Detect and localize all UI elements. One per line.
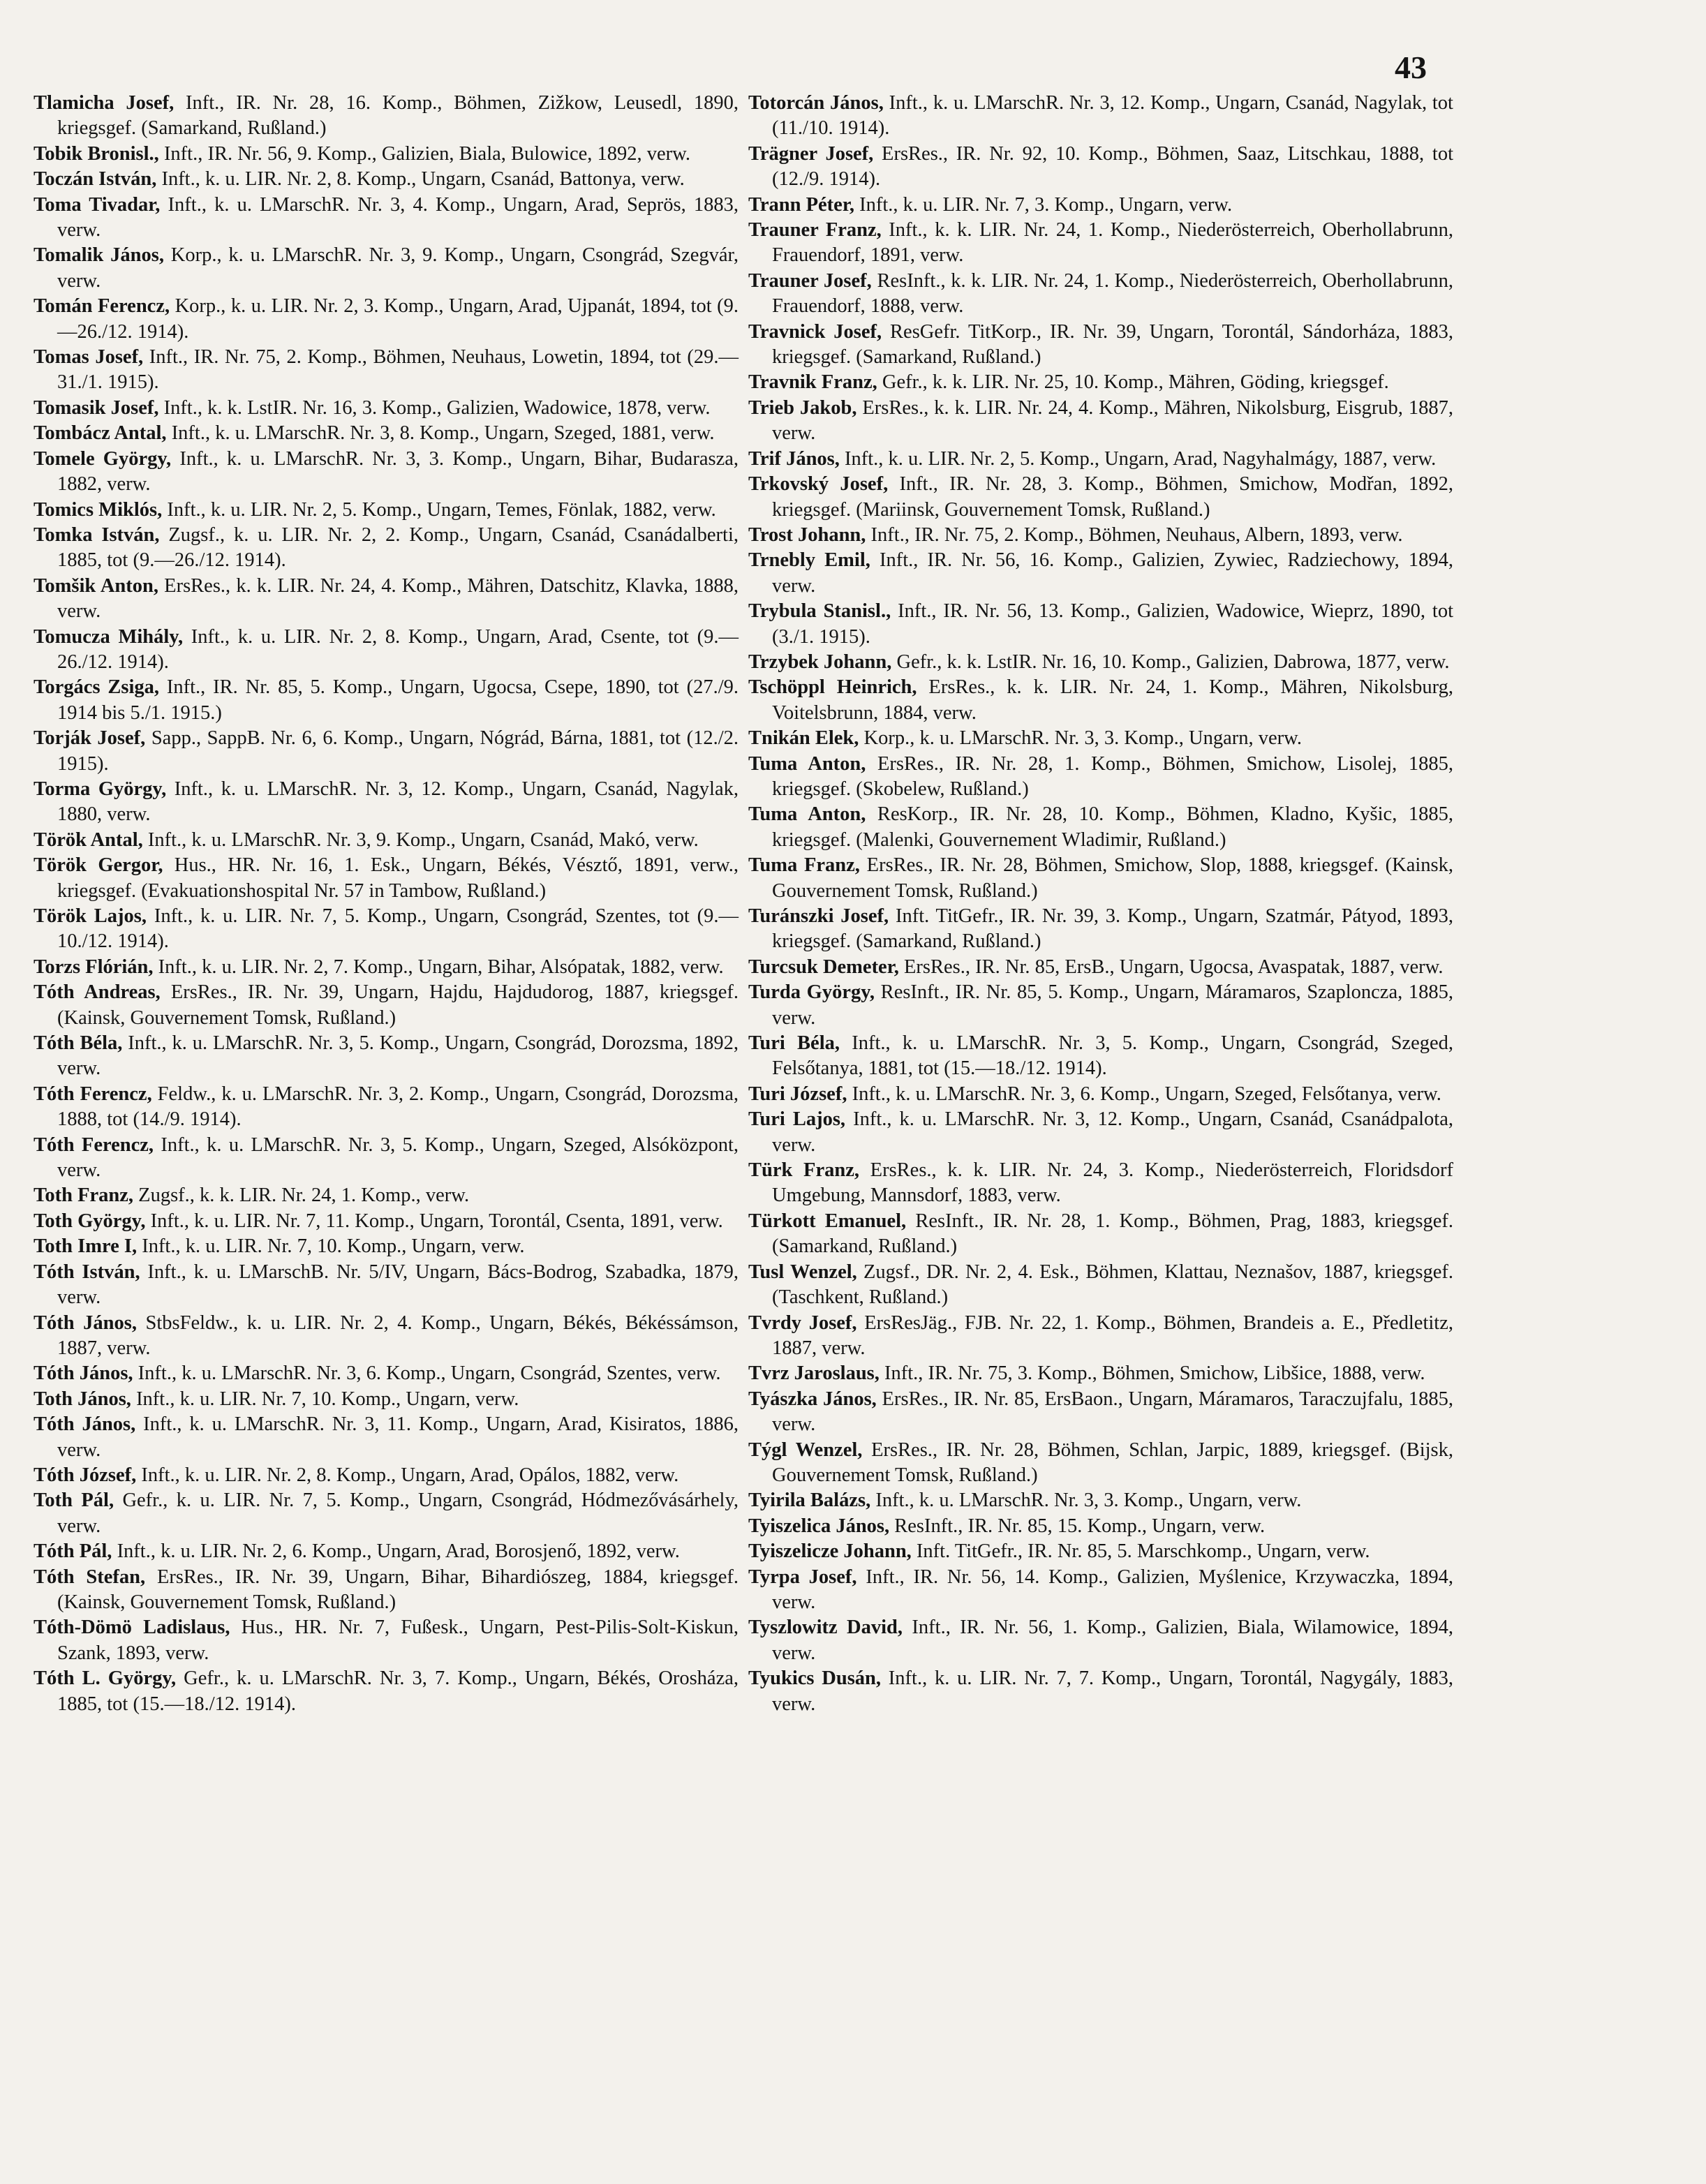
- list-entry: [34, 1260, 739, 1311]
- entry-details: Inft., k. u. LIR. Nr. 2, 8. Komp., Ungarn, Arad, Csente, tot (9.—26./12. 1914).: [57, 625, 739, 673]
- entry-details: Inft., k. k. LstIR. Nr. 16, 3. Komp., Galizien, Wadowice, 1878, verw.: [158, 396, 711, 419]
- list-entry: [34, 498, 739, 523]
- entry-name: Tombácz Antal,: [34, 422, 167, 445]
- list-entry: [34, 1387, 739, 1412]
- entry-name: Tóth Andreas,: [34, 981, 161, 1004]
- entry-details: Inft., k. u. LMarschR. Nr. 3, 12. Komp., Ungarn, Csanád, Nagylak, 1880, verw.: [57, 778, 739, 826]
- entry-name: Travnik Franz,: [748, 371, 877, 394]
- entry-name: Tyszlowitz David,: [748, 1617, 903, 1639]
- list-entry: [748, 218, 1453, 269]
- entry-details: Inft., k. u. LIR. Nr. 7, 3. Komp., Ungarn, verw.: [854, 193, 1233, 216]
- entry-details: ErsRes., k. k. LIR. Nr. 24, 4. Komp., Mähren, Nikolsburg, Eisgrub, 1887, verw.: [772, 396, 1453, 445]
- entry-details: Inft., k. u. LMarschR. Nr. 3, 6. Komp., Ungarn, Szeged, Felsőtanya, verw.: [847, 1083, 1441, 1105]
- entry-name: Turcsuk Demeter,: [748, 956, 899, 978]
- list-entry: [34, 1539, 739, 1564]
- list-entry: [34, 726, 739, 777]
- list-entry: [748, 955, 1453, 980]
- entry-name: Tomán Ferencz,: [34, 295, 170, 318]
- list-entry: [34, 625, 739, 676]
- entry-details: Inft., k. u. LIR. Nr. 7, 10. Komp., Ungarn, verw.: [137, 1235, 525, 1258]
- entry-name: Török Antal,: [34, 829, 143, 851]
- entry-details: Zugsf., k. k. LIR. Nr. 24, 1. Komp., verw.: [133, 1184, 470, 1207]
- entry-name: Torzs Flórián,: [34, 956, 154, 978]
- list-entry: [34, 1615, 739, 1666]
- entry-name: Toth Franz,: [34, 1184, 134, 1207]
- list-entry: [34, 1311, 739, 1362]
- list-entry: [748, 1539, 1453, 1564]
- entry-name: Tlamicha Josef,: [34, 92, 175, 114]
- entry-name: Tobik Bronisl.,: [34, 142, 159, 165]
- list-entry: [748, 853, 1453, 904]
- entry-details: Inft., k. u. LMarschR. Nr. 3, 5. Komp., Ungarn, Csongrád, Szeged, Felsőtanya, 1881, tot (15.—18./12. 1914).: [772, 1032, 1453, 1080]
- entry-name: Turi Lajos,: [748, 1108, 846, 1131]
- entry-details: Inft., k. u. LMarschR. Nr. 3, 4. Komp., Ungarn, Arad, Seprös, 1883, verw.: [57, 193, 739, 242]
- list-entry: [748, 1082, 1453, 1107]
- entry-name: Tyrpa Josef,: [748, 1566, 857, 1588]
- list-entry: [34, 193, 739, 244]
- list-entry: [748, 269, 1453, 320]
- list-entry: [34, 345, 739, 396]
- list-entry: [748, 726, 1453, 751]
- list-entry: [34, 1565, 739, 1616]
- list-entry: [748, 370, 1453, 395]
- entry-name: Török Gergor,: [34, 854, 163, 877]
- entry-name: Tuma Anton,: [748, 803, 866, 826]
- entry-details: Inft., k. u. LMarschR. Nr. 3, 3. Komp., Ungarn, Bihar, Budarasza, 1882, verw.: [57, 447, 739, 496]
- entry-name: Trost Johann,: [748, 523, 866, 546]
- list-entry: [748, 523, 1453, 548]
- entry-name: Toczán István,: [34, 168, 157, 191]
- entry-details: ErsRes., IR. Nr. 39, Ungarn, Bihar, Bihardiószeg, 1884, kriegsgef. (Kainsk, Gouvernement Tomsk, Rußland.): [57, 1566, 739, 1613]
- list-entry: [748, 1387, 1453, 1438]
- list-entry: [34, 1209, 739, 1234]
- entry-name: Trzybek Johann,: [748, 651, 892, 673]
- entry-name: Trauner Franz,: [748, 219, 882, 242]
- entry-name: Türk Franz,: [748, 1159, 859, 1182]
- entry-details: ResInft., IR. Nr. 85, 15. Komp., Ungarn, verw.: [889, 1515, 1266, 1537]
- list-entry: [748, 1666, 1453, 1717]
- entry-name: Torgács Zsiga,: [34, 676, 160, 699]
- entry-details: Inft., k. u. LIR. Nr. 2, 8. Komp., Ungarn, Arad, Opálos, 1882, verw.: [136, 1464, 679, 1486]
- entry-name: Tyukics Dusán,: [748, 1667, 882, 1690]
- entry-details: Hus., HR. Nr. 7, Fußesk., Ungarn, Pest-Pilis-Solt-Kiskun, Szank, 1893, verw.: [57, 1617, 739, 1664]
- entry-details: Inft., k. u. LIR. Nr. 7, 5. Komp., Ungarn, Csongrád, Szentes, tot (9.—10./12. 1914).: [57, 905, 739, 953]
- entry-details: ErsResJäg., FJB. Nr. 22, 1. Komp., Böhmen, Brandeis a. E., Předletitz, 1887, verw.: [772, 1312, 1453, 1359]
- list-entry: [748, 650, 1453, 675]
- list-entry: [34, 396, 739, 421]
- entry-details: ErsRes., IR. Nr. 39, Ungarn, Hajdu, Hajdudorog, 1887, kriegsgef. (Kainsk, Gouvernement Tomsk, Rußland.): [57, 981, 739, 1029]
- entry-name: Tvrdy Josef,: [748, 1312, 857, 1334]
- list-entry: [34, 142, 739, 167]
- list-entry: [748, 752, 1453, 803]
- entry-details: ResGefr. TitKorp., IR. Nr. 39, Ungarn, Torontál, Sándorháza, 1883, kriegsgef. (Samarkand, Rußland.): [772, 320, 1454, 369]
- entry-details: StbsFeldw., k. u. LIR. Nr. 2, 4. Komp., Ungarn, Békés, Békéssámson, 1887, verw.: [57, 1312, 739, 1359]
- right-column: [748, 91, 1453, 1717]
- entry-details: Sapp., SappB. Nr. 6, 6. Komp., Ungarn, Nógrád, Bárna, 1881, tot (12./2. 1915).: [57, 727, 739, 775]
- list-entry: [748, 1158, 1453, 1209]
- entry-details: ResInft., k. k. LIR. Nr. 24, 1. Komp., Niederösterreich, Oberhollabrunn, Frauendorf, 1888, verw.: [772, 269, 1454, 318]
- entry-name: Tóth Ferencz,: [34, 1083, 152, 1105]
- entry-name: Toth János,: [34, 1388, 131, 1410]
- list-entry: [34, 1133, 739, 1184]
- list-entry: [748, 447, 1453, 472]
- entry-details: Inft., IR. Nr. 75, 2. Komp., Böhmen, Neuhaus, Lowetin, 1894, tot (29.—31./1. 1915).: [57, 346, 739, 394]
- list-entry: [34, 1234, 739, 1259]
- list-entry: [34, 980, 739, 1031]
- entry-details: Inft., IR. Nr. 56, 9. Komp., Galizien, Biala, Bulowice, 1892, verw.: [158, 142, 690, 165]
- entry-details: Gefr., k. k. LstIR. Nr. 16, 10. Komp., Galizien, Dabrowa, 1877, verw.: [891, 651, 1450, 673]
- entry-details: ErsRes., k. k. LIR. Nr. 24, 3. Komp., Niederösterreich, Floridsdorf Umgebung, Mannsdorf, 1883, verw.: [772, 1159, 1453, 1207]
- entry-name: Tóth József,: [34, 1464, 137, 1486]
- list-entry: [748, 91, 1453, 142]
- entry-details: Inft., k. u. LMarschR. Nr. 3, 8. Komp., Ungarn, Szeged, 1881, verw.: [166, 422, 715, 445]
- list-entry: [34, 1488, 739, 1539]
- entry-name: Tomšik Anton,: [34, 574, 158, 597]
- entry-name: Tvrz Jaroslaus,: [748, 1362, 880, 1385]
- list-entry: [748, 1615, 1453, 1666]
- entry-details: Inft., k. u. LMarschR. Nr. 3, 3. Komp., Ungarn, verw.: [870, 1490, 1302, 1512]
- entry-name: Tnikán Elek,: [748, 727, 859, 750]
- entry-details: Inft., IR. Nr. 56, 16. Komp., Galizien, Zywiec, Radziechowy, 1894, verw.: [772, 549, 1453, 597]
- entry-name: Tusl Wenzel,: [748, 1261, 857, 1283]
- list-entry: [34, 294, 739, 345]
- entry-name: Tomalik János,: [34, 244, 164, 267]
- list-entry: [34, 777, 739, 828]
- list-entry: [34, 853, 739, 904]
- entry-details: Inft., k. u. LIR. Nr. 2, 8. Komp., Ungarn, Csanád, Battonya, verw.: [156, 168, 685, 191]
- entry-details: ErsRes., IR. Nr. 92, 10. Komp., Böhmen, Saaz, Litschkau, 1888, tot (12./9. 1914).: [772, 142, 1453, 191]
- entry-name: Trif János,: [748, 447, 840, 470]
- list-entry: [748, 472, 1453, 523]
- entry-details: ErsRes., IR. Nr. 28, Böhmen, Smichow, Slop, 1888, kriegsgef. (Kainsk, Gouvernement Tomsk, Rußland.): [772, 854, 1453, 902]
- entry-details: Gefr., k. k. LIR. Nr. 25, 10. Komp., Mähren, Göding, kriegsgef.: [877, 371, 1389, 394]
- entry-details: Inft. TitGefr., IR. Nr. 39, 3. Komp., Ungarn, Szatmár, Pátyod, 1893, kriegsgef. (Samarkand, Rußland.): [772, 905, 1453, 953]
- entry-details: ErsRes., k. k. LIR. Nr. 24, 1. Komp., Mähren, Nikolsburg, Voitelsbrunn, 1884, verw.: [772, 676, 1453, 724]
- entry-details: Inft., IR. Nr. 56, 14. Komp., Galizien, Myślenice, Krzywaczka, 1894, verw.: [772, 1566, 1453, 1613]
- entry-details: Inft., IR. Nr. 28, 16. Komp., Böhmen, Zižkow, Leusedl, 1890, kriegsgef. (Samarkand, Rußland.): [57, 92, 739, 140]
- entry-details: Korp., k. u. LMarschR. Nr. 3, 9. Komp., Ungarn, Csongrád, Szegvár, verw.: [57, 244, 739, 292]
- entry-details: Inft., k. u. LIR. Nr. 2, 6. Komp., Ungarn, Arad, Borosjenő, 1892, verw.: [112, 1540, 680, 1563]
- list-entry: [34, 447, 739, 498]
- entry-name: Török Lajos,: [34, 905, 147, 927]
- entry-details: Inft., k. u. LMarschR. Nr. 3, 5. Komp., Ungarn, Csongrád, Dorozsma, 1892, verw.: [57, 1032, 739, 1080]
- list-entry: [748, 320, 1453, 371]
- entry-name: Tóth-Dömö Ladislaus,: [34, 1617, 230, 1639]
- entry-name: Trägner Josef,: [748, 142, 874, 165]
- list-entry: [34, 91, 739, 142]
- entry-details: Korp., k. u. LMarschR. Nr. 3, 3. Komp., Ungarn, verw.: [859, 727, 1302, 750]
- list-entry: [748, 980, 1453, 1031]
- list-entry: [34, 574, 739, 625]
- entry-name: Turi József,: [748, 1083, 847, 1105]
- list-entry: [748, 1565, 1453, 1616]
- entry-details: Inft., k. u. LMarschR. Nr. 3, 12. Komp., Ungarn, Csanád, Csanádpalota, verw.: [772, 1108, 1453, 1156]
- entry-details: Inft., IR. Nr. 85, 5. Komp., Ungarn, Ugocsa, Csepe, 1890, tot (27./9. 1914 bis 5./1. 1915.): [57, 676, 739, 724]
- entry-name: Tomas Josef,: [34, 346, 144, 369]
- entry-name: Trieb Jakob,: [748, 396, 857, 419]
- entry-name: Tóth Pál,: [34, 1540, 112, 1563]
- entry-details: Hus., HR. Nr. 16, 1. Esk., Ungarn, Békés, Vésztő, 1891, verw., kriegsgef. (Evakuationshospital Nr. 57 in Tambow, Rußland.): [57, 854, 739, 902]
- list-entry: [34, 828, 739, 853]
- entry-name: Tóth János,: [34, 1362, 133, 1385]
- list-entry: [748, 1438, 1453, 1489]
- entry-details: Inft., k. u. LIR. Nr. 7, 7. Komp., Ungarn, Torontál, Nagygály, 1883, verw.: [772, 1667, 1453, 1715]
- list-entry: [748, 802, 1453, 853]
- list-entry: [748, 193, 1453, 218]
- list-entry: [748, 599, 1453, 650]
- left-column: [34, 91, 739, 1717]
- entry-name: Trnebly Emil,: [748, 549, 870, 572]
- list-entry: [34, 421, 739, 446]
- list-entry: [748, 1514, 1453, 1539]
- list-entry: [34, 1666, 739, 1717]
- entry-details: Inft., k. u. LMarschR. Nr. 3, 12. Komp., Ungarn, Csanád, Nagylak, tot (11./10. 1914).: [772, 92, 1453, 140]
- list-entry: [34, 1031, 739, 1082]
- entry-details: Inft., k. u. LMarschR. Nr. 3, 6. Komp., Ungarn, Csongrád, Szentes, verw.: [133, 1362, 721, 1385]
- entry-name: Toma Tivadar,: [34, 193, 161, 216]
- list-entry: [748, 1311, 1453, 1362]
- list-entry: [34, 675, 739, 726]
- entry-name: Tuma Anton,: [748, 752, 866, 775]
- entry-name: Trauner Josef,: [748, 269, 872, 292]
- entry-details: ErsRes., k. k. LIR. Nr. 24, 4. Komp., Mähren, Datschitz, Klavka, 1888, verw.: [57, 574, 739, 623]
- entry-details: Inft., IR. Nr. 28, 3. Komp., Böhmen, Smichow, Modřan, 1892, kriegsgef. (Mariinsk, Gouvernement Tomsk, Rußland.): [772, 473, 1453, 521]
- entry-details: Inft., k. u. LMarschB. Nr. 5/IV, Ungarn, Bács-Bodrog, Szabadka, 1879, verw.: [57, 1261, 739, 1309]
- entry-name: Toth Pál,: [34, 1490, 114, 1512]
- entry-name: Tyiszelica János,: [748, 1515, 890, 1537]
- list-entry: [748, 1031, 1453, 1082]
- list-entry: [748, 675, 1453, 726]
- entry-name: Tomasik Josef,: [34, 396, 159, 419]
- entry-details: Inft., k. u. LMarschR. Nr. 3, 11. Komp., Ungarn, Arad, Kisiratos, 1886, verw.: [57, 1413, 739, 1461]
- entry-details: Feldw., k. u. LMarschR. Nr. 3, 2. Komp., Ungarn, Csongrád, Dorozsma, 1888, tot (14./9. 1914).: [57, 1083, 739, 1131]
- entry-name: Turánszki Josef,: [748, 905, 889, 927]
- entry-name: Tyiszelicze Johann,: [748, 1540, 912, 1563]
- entry-name: Tóth János,: [34, 1413, 136, 1436]
- page-number: 43: [1395, 50, 1427, 85]
- list-entry: [34, 1412, 739, 1463]
- list-entry: [34, 1082, 739, 1133]
- list-entry: [34, 523, 739, 574]
- entry-name: Trann Péter,: [748, 193, 854, 216]
- entry-details: Gefr., k. u. LIR. Nr. 7, 5. Komp., Ungarn, Csongrád, Hódmezővásárhely, verw.: [57, 1490, 739, 1537]
- entry-details: Inft., k. u. LIR. Nr. 2, 5. Komp., Ungarn, Arad, Nagyhalmágy, 1887, verw.: [839, 447, 1437, 470]
- entry-details: Inft., IR. Nr. 75, 2. Komp., Böhmen, Neuhaus, Albern, 1893, verw.: [866, 523, 1403, 546]
- entry-details: Inft., IR. Nr. 75, 3. Komp., Böhmen, Smichow, Libšice, 1888, verw.: [879, 1362, 1425, 1385]
- entry-details: ErsRes., IR. Nr. 85, ErsBaon., Ungarn, Máramaros, Taraczujfalu, 1885, verw.: [772, 1388, 1453, 1436]
- entry-details: Inft., k. u. LIR. Nr. 7, 11. Komp., Ungarn, Torontál, Csenta, 1891, verw.: [145, 1210, 723, 1232]
- list-entry: [748, 1209, 1453, 1260]
- entry-details: ErsRes., IR. Nr. 85, ErsB., Ungarn, Ugocsa, Avaspatak, 1887, verw.: [898, 956, 1444, 978]
- entry-name: Toth Imre I,: [34, 1235, 138, 1258]
- entry-name: Tuma Franz,: [748, 854, 860, 877]
- entry-name: Travnick Josef,: [748, 320, 882, 343]
- entry-details: Inft., k. u. LIR. Nr. 2, 5. Komp., Ungarn, Temes, Fönlak, 1882, verw.: [162, 498, 716, 521]
- entry-name: Tóth L. György,: [34, 1667, 177, 1690]
- entry-details: Inft., k. k. LIR. Nr. 24, 1. Komp., Niederösterreich, Oberhollabrunn, Frauendorf, 1891, verw.: [772, 219, 1453, 267]
- entry-name: Torma György,: [34, 778, 167, 800]
- entry-details: Inft., k. u. LMarschR. Nr. 3, 5. Komp., Ungarn, Szeged, Alsóközpont, verw.: [57, 1134, 739, 1182]
- list-entry: [748, 904, 1453, 955]
- entry-name: Tschöppl Heinrich,: [748, 676, 917, 699]
- list-entry: [34, 955, 739, 980]
- entry-name: Trybula Stanisl.,: [748, 600, 891, 623]
- list-entry: [748, 1488, 1453, 1513]
- entry-name: Turda György,: [748, 981, 875, 1004]
- entry-name: Tóth Ferencz,: [34, 1134, 154, 1156]
- entry-details: Inft. TitGefr., IR. Nr. 85, 5. Marschkomp., Ungarn, verw.: [911, 1540, 1370, 1563]
- entry-name: Trkovský Josef,: [748, 473, 889, 496]
- list-entry: [34, 1463, 739, 1488]
- entry-details: Inft., k. u. LIR. Nr. 2, 7. Komp., Ungarn, Bihar, Alsópatak, 1882, verw.: [153, 956, 724, 978]
- entry-name: Tóth Stefan,: [34, 1566, 146, 1588]
- entry-name: Toth György,: [34, 1210, 146, 1232]
- entry-details: Gefr., k. u. LMarschR. Nr. 3, 7. Komp., Ungarn, Békés, Orosháza, 1885, tot (15.—18./12. 1914).: [57, 1667, 739, 1715]
- entry-name: Totorcán János,: [748, 92, 884, 114]
- entry-name: Tomics Miklós,: [34, 498, 163, 521]
- list-entry: [748, 1361, 1453, 1386]
- list-entry: [34, 1361, 739, 1386]
- list-entry: [748, 396, 1453, 447]
- list-entry: [748, 1107, 1453, 1158]
- entry-details: ResKorp., IR. Nr. 28, 10. Komp., Böhmen, Kladno, Kyšic, 1885, kriegsgef. (Malenki, Gouvernement Wladimir, Rußland.): [772, 803, 1453, 851]
- entry-name: Tyászka János,: [748, 1388, 877, 1410]
- entry-name: Tóth István,: [34, 1261, 140, 1283]
- list-entry: [748, 548, 1453, 599]
- entry-name: Tomele György,: [34, 447, 172, 470]
- entry-name: Tomucza Mihály,: [34, 625, 184, 648]
- entry-name: Týgl Wenzel,: [748, 1439, 863, 1461]
- entry-name: Tóth János,: [34, 1312, 137, 1334]
- entry-details: Inft., IR. Nr. 56, 13. Komp., Galizien, Wadowice, Wieprz, 1890, tot (3./1. 1915).: [772, 600, 1453, 648]
- list-entry: [748, 1260, 1453, 1311]
- entry-details: Korp., k. u. LIR. Nr. 2, 3. Komp., Ungarn, Arad, Ujpanát, 1894, tot (9.—26./12. 1914).: [57, 295, 739, 343]
- entry-details: Inft., IR. Nr. 56, 1. Komp., Galizien, Biala, Wilamowice, 1894, verw.: [772, 1617, 1454, 1664]
- entry-details: ErsRes., IR. Nr. 28, Böhmen, Schlan, Jarpic, 1889, kriegsgef. (Bijsk, Gouvernement Tomsk, Rußland.): [772, 1439, 1453, 1486]
- entry-details: Inft., k. u. LIR. Nr. 7, 10. Komp., Ungarn, verw.: [131, 1388, 519, 1410]
- entry-name: Turi Béla,: [748, 1032, 840, 1055]
- entry-details: ResInft., IR. Nr. 85, 5. Komp., Ungarn, Máramaros, Szaploncza, 1885, verw.: [772, 981, 1453, 1029]
- entry-name: Tomka István,: [34, 523, 160, 546]
- entry-details: Inft., k. u. LMarschR. Nr. 3, 9. Komp., Ungarn, Csanád, Makó, verw.: [142, 829, 699, 851]
- entry-details: Zugsf., DR. Nr. 2, 4. Esk., Böhmen, Klattau, Neznašov, 1887, kriegsgef. (Taschkent, Rußland.): [772, 1261, 1453, 1309]
- list-entry: [34, 1183, 739, 1208]
- list-entry: [748, 142, 1453, 193]
- entry-name: Tyirila Balázs,: [748, 1490, 871, 1512]
- list-entry: [34, 904, 739, 955]
- entry-name: Torják Josef,: [34, 727, 146, 750]
- list-entry: [34, 167, 739, 192]
- list-entry: [34, 243, 739, 294]
- entry-name: Tóth Béla,: [34, 1032, 123, 1055]
- entry-details: ErsRes., IR. Nr. 28, 1. Komp., Böhmen, Smichow, Lisolej, 1885, kriegsgef. (Skobelew, Rußland.): [772, 752, 1454, 800]
- entry-details: Zugsf., k. u. LIR. Nr. 2, 2. Komp., Ungarn, Csanád, Csanádalberti, 1885, tot (9.—26./12. 1914).: [57, 523, 739, 572]
- entry-details: ResInft., IR. Nr. 28, 1. Komp., Böhmen, Prag, 1883, kriegsgef. (Samarkand, Rußland.): [772, 1210, 1453, 1258]
- entry-name: Türkott Emanuel,: [748, 1210, 907, 1232]
